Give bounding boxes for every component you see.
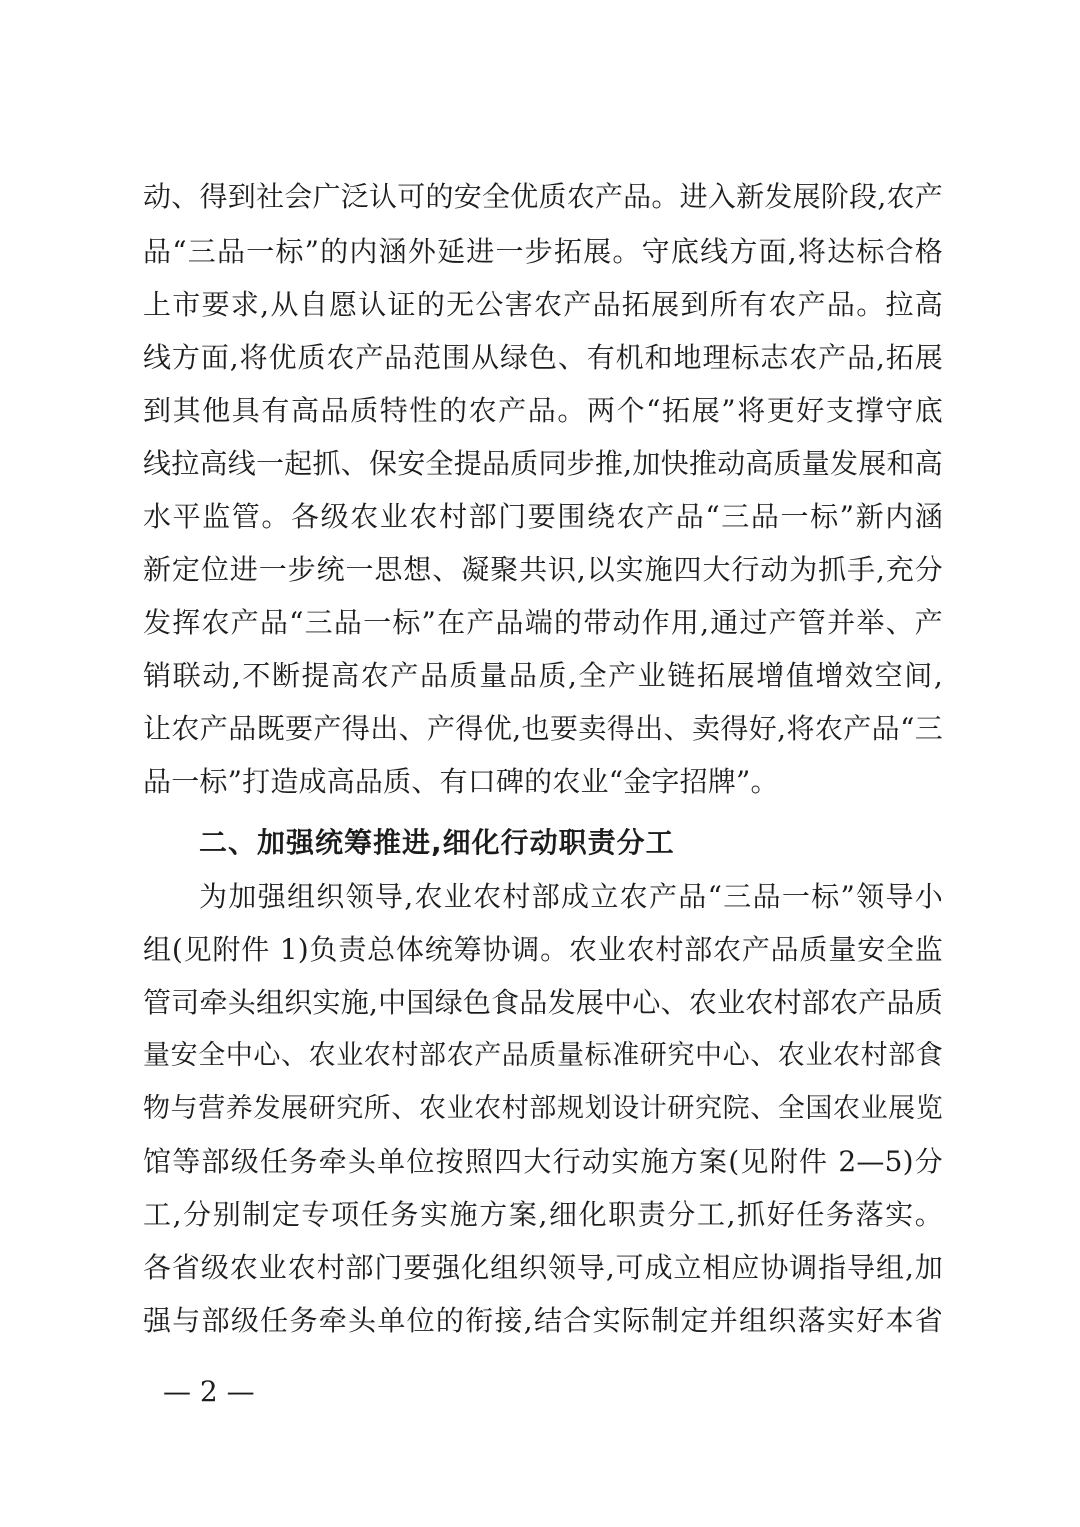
paragraph-line: 管司牵头组织实施,中国绿色食品发展中心、农业农村部农产品质 [143, 986, 943, 1019]
paragraph-line: 量安全中心、农业农村部农产品质量标准研究中心、农业农村部食 [143, 1040, 943, 1071]
paragraph-line: 动、得到社会广泛认可的安全优质农产品。进入新发展阶段,农产 [143, 180, 943, 213]
paragraph-line: 品“三品一标”的内涵外延进一步拓展。守底线方面,将达标合格 [143, 235, 943, 268]
paragraph-line: 品一标”打造成高品质、有口碑的农业“金字招牌”。 [143, 765, 779, 798]
paragraph-line: 强与部级任务牵头单位的衔接,结合实际制定并组织落实好本省 [143, 1304, 943, 1337]
paragraph-line: 让农产品既要产得出、产得优,也要卖得出、卖得好,将农产品“三 [143, 712, 943, 745]
paragraph-line: 线方面,将优质农产品范围从绿色、有机和地理标志农产品,拓展 [143, 341, 943, 374]
paragraph-line: 到其他具有高品质特性的农产品。两个“拓展”将更好支撑守底 [143, 394, 943, 427]
paragraph-line: 线拉高线一起抓、保安全提品质同步推,加快推动高质量发展和高 [143, 447, 943, 480]
paragraph-line: 上市要求,从自愿认证的无公害农产品拓展到所有农产品。拉高 [143, 288, 943, 321]
paragraph-line: 销联动,不断提高农产品质量品质,全产业链拓展增值增效空间, [143, 659, 943, 692]
paragraph-line: 新定位进一步统一思想、凝聚共识,以实施四大行动为抓手,充分 [143, 553, 943, 586]
paragraph-line: 各省级农业农村部门要强化组织领导,可成立相应协调指导组,加 [143, 1251, 943, 1284]
page-number: — 2 — [163, 1375, 255, 1408]
paragraph-line: 馆等部级任务牵头单位按照四大行动实施方案(见附件 2—5)分 [143, 1145, 943, 1178]
paragraph-line: 发挥农产品“三品一标”在产品端的带动作用,通过产管并举、产 [143, 606, 943, 639]
paragraph-line: 水平监管。各级农业农村部门要围绕农产品“三品一标”新内涵 [143, 500, 943, 533]
paragraph-line: 工,分别制定专项任务实施方案,细化职责分工,抓好任务落实。 [143, 1198, 943, 1231]
paragraph-line: 物与营养发展研究所、农业农村部规划设计研究院、全国农业展览 [143, 1093, 943, 1124]
paragraph-line: 组(见附件 1)负责总体统筹协调。农业农村部农产品质量安全监 [143, 933, 943, 966]
paragraph-line: 为加强组织领导,农业农村部成立农产品“三品一标”领导小 [199, 880, 943, 913]
section-heading: 二、加强统筹推进,细化行动职责分工 [199, 826, 675, 859]
